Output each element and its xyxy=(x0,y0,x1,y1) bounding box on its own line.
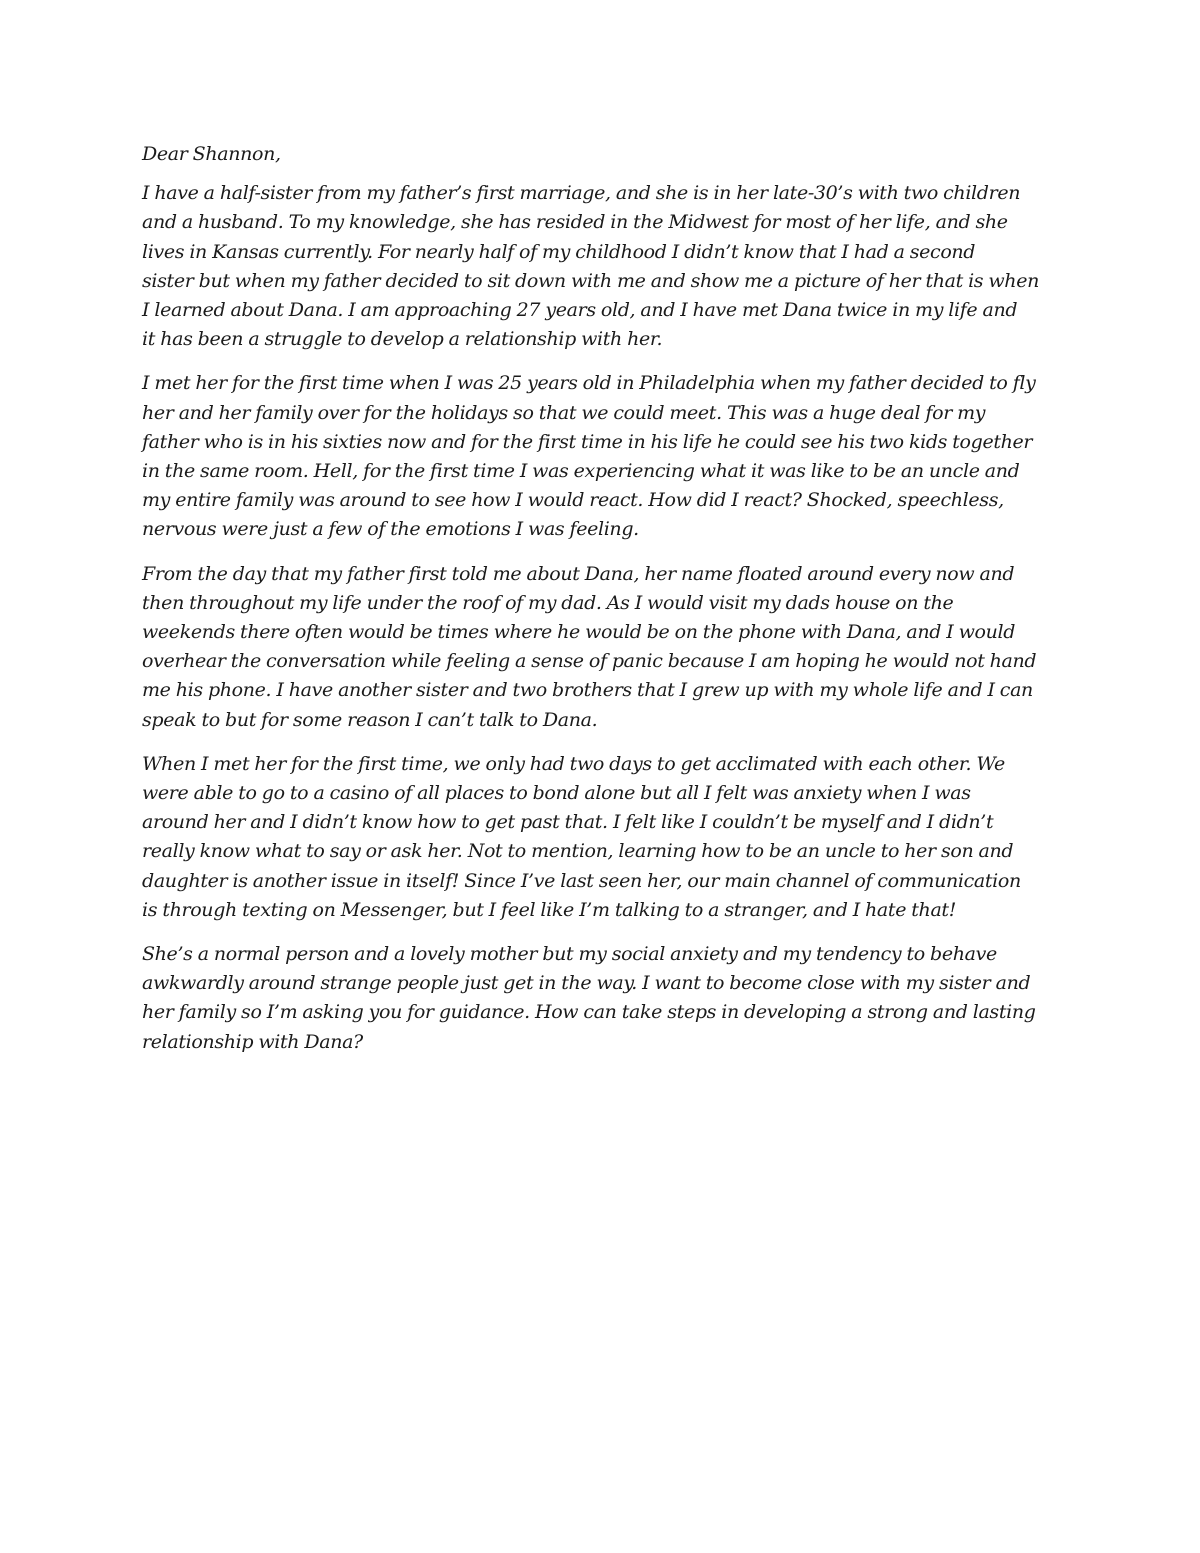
text-line: is through texting on Messenger, but I feel like I’m talking to a stranger, and I hate that! xyxy=(142,898,956,921)
text-line: my entire family was around to see how I would react. How did I react? Shocked, speechless, xyxy=(142,489,1004,512)
text-line: it has been a struggle to develop a relationship with her. xyxy=(142,328,663,351)
text-line: I met her for the first time when I was 25 years old in Philadelphia when my father decided to fly xyxy=(142,372,1036,395)
paragraph-3 xyxy=(142,560,1060,735)
text-line: relationship with Dana? xyxy=(142,1030,363,1053)
paragraph-1 xyxy=(142,179,1060,354)
text-line: awkwardly around strange people just get in the way. I want to become close with my sister and xyxy=(142,972,1031,995)
text-line: in the same room. Hell, for the first time I was experiencing what it was like to be an uncle and xyxy=(142,460,1020,483)
text-line: overhear the conversation while feeling a sense of panic because I am hoping he would not hand xyxy=(142,650,1037,673)
paragraph-5 xyxy=(142,940,1060,1057)
letter-greeting: Dear Shannon, xyxy=(142,143,281,165)
paragraph-2 xyxy=(142,369,1060,544)
text-line: From the day that my father first told me about Dana, her name floated around every now and xyxy=(142,562,1015,585)
text-line: When I met her for the first time, we only had two days to get acclimated with each other. We xyxy=(142,752,1005,775)
paragraph-4 xyxy=(142,750,1060,925)
text-line: nervous were just a few of the emotions I was feeling. xyxy=(142,518,639,541)
text-line: I learned about Dana. I am approaching 27 years old, and I have met Dana twice in my life and xyxy=(142,299,1018,322)
text-line: I have a half-sister from my father’s first marriage, and she is in her late-30’s with two children xyxy=(142,182,1021,205)
text-line: really know what to say or ask her. Not to mention, learning how to be an uncle to her son and xyxy=(142,840,1014,863)
text-line: me his phone. I have another sister and two brothers that I grew up with my whole life and I can xyxy=(142,679,1033,702)
text-line: around her and I didn’t know how to get past that. I felt like I couldn’t be myself and I didn’t xyxy=(142,811,994,834)
text-line: daughter is another issue in itself! Since I’ve last seen her, our main channel of communication xyxy=(142,869,1021,892)
text-line: were able to go to a casino of all places to bond alone but all I felt was anxiety when I was xyxy=(142,782,971,805)
text-line: and a husband. To my knowledge, she has resided in the Midwest for most of her life, and she xyxy=(142,211,1008,234)
letter-body xyxy=(142,140,1060,1072)
text-line: She’s a normal person and a lovely mother but my social anxiety and my tendency to behave xyxy=(142,943,997,966)
text-line: then throughout my life under the roof of my dad. As I would visit my dads house on the xyxy=(142,591,954,614)
text-line: father who is in his sixties now and for the first time in his life he could see his two kids together xyxy=(142,430,1033,453)
text-line: speak to but for some reason I can’t talk to Dana. xyxy=(142,708,598,731)
text-line: her family so I’m asking you for guidance. How can take steps in developing a strong and lasting xyxy=(142,1001,1036,1024)
text-line: lives in Kansas currently. For nearly half of my childhood I didn’t know that I had a second xyxy=(142,240,976,263)
text-line: weekends there often would be times where he would be on the phone with Dana, and I would xyxy=(142,621,1016,644)
text-line: her and her family over for the holidays so that we could meet. This was a huge deal for my xyxy=(142,401,986,424)
text-line: sister but when my father decided to sit down with me and show me a picture of her that is when xyxy=(142,269,1039,292)
